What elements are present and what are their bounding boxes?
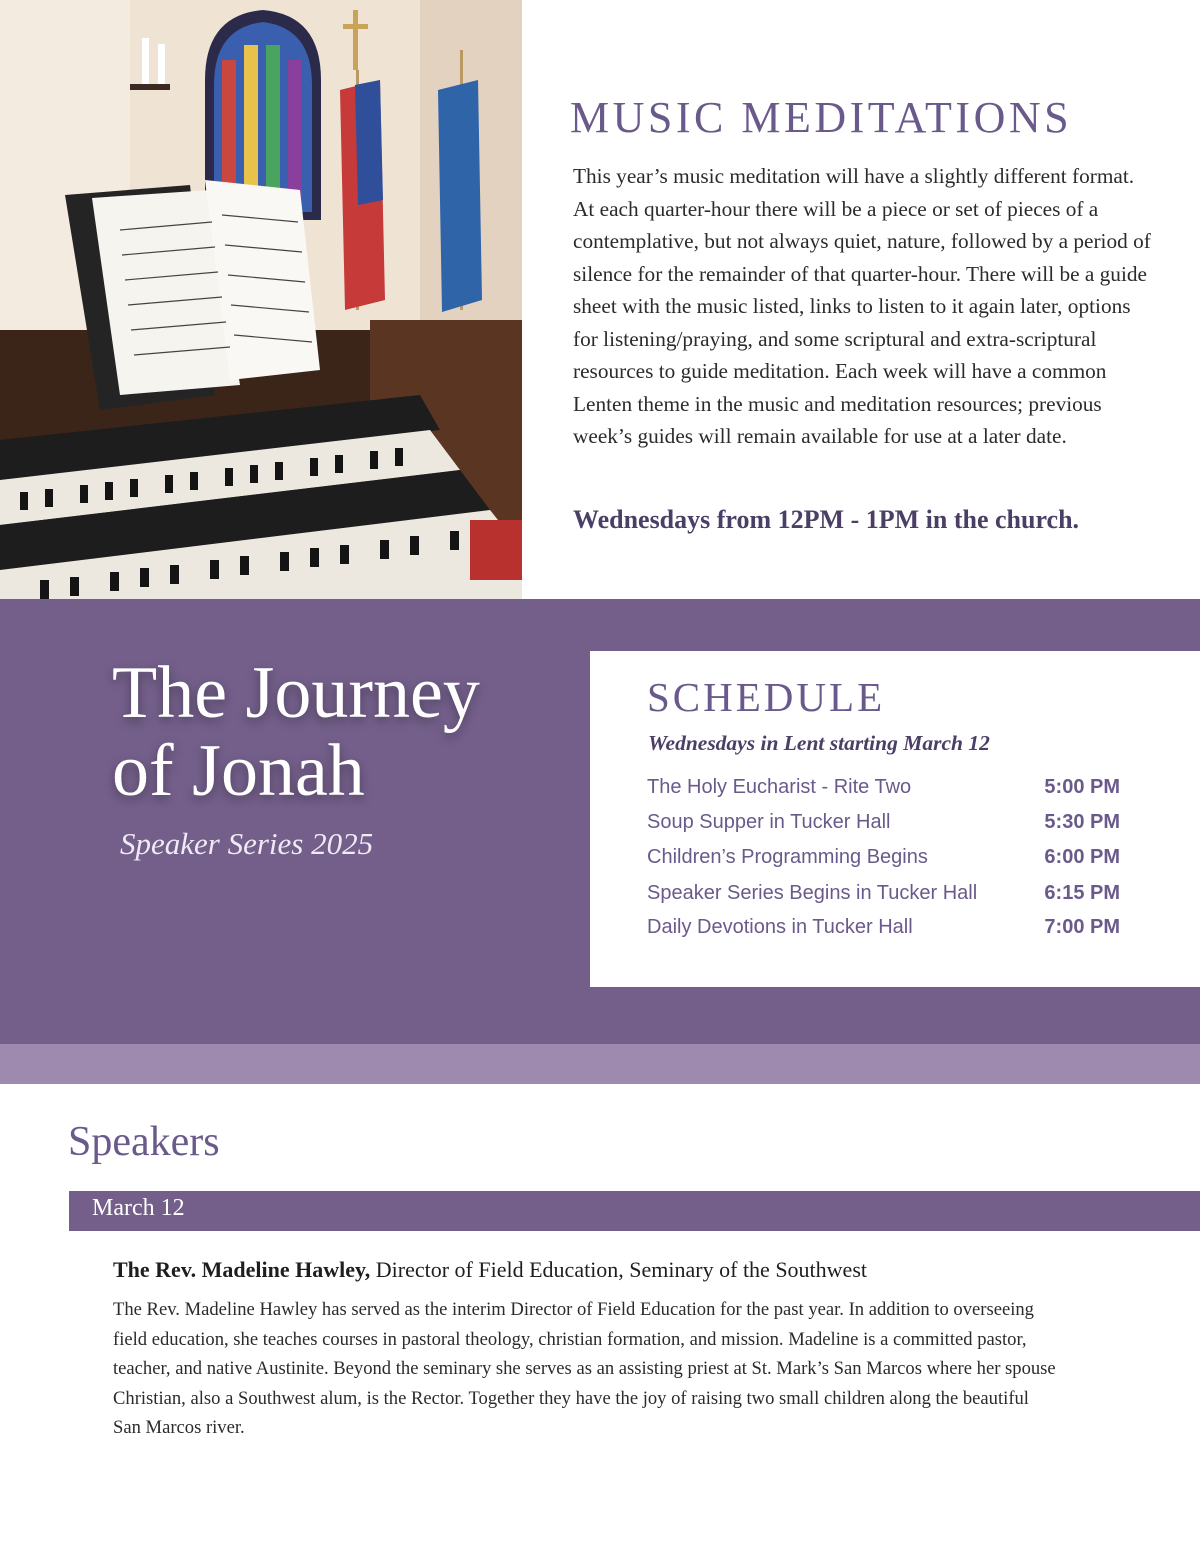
speaker-role: Director of Field Education, Seminary of the Southwest <box>370 1257 867 1282</box>
speaker-name: The Rev. Madeline Hawley, <box>113 1257 371 1282</box>
music-meditations-when: Wednesdays from 12PM - 1PM in the church. <box>573 505 1080 534</box>
jonah-title <box>112 654 480 810</box>
schedule-row <box>647 882 1130 912</box>
schedule-event: Daily Devotions in Tucker Hall <box>647 916 913 938</box>
speaker-date: March 12 <box>92 1195 185 1221</box>
jonah-title-line-1: The Journey <box>112 652 480 734</box>
schedule-event: Soup Supper in Tucker Hall <box>647 811 891 833</box>
music-meditations-body: This year’s music meditation will have a slightly different format. At each quarter-hour there will be a piece or set of pieces of a contemplative, but not always quiet, nature, followed by a period of silence for the remainder of that quarter-hour. There will be a guide sheet with the music listed, links to listen to it again later, options for listening/praying, and some scriptural and extra-scriptural resources to guide meditation. Each week will have a common Lenten theme in the music and meditation resources; previous week’s guides will remain available for use at a later date. <box>573 164 1151 448</box>
schedule-card <box>590 651 1200 987</box>
speaker-credit <box>113 1257 867 1283</box>
schedule-row <box>647 776 1130 806</box>
schedule-row <box>647 811 1130 841</box>
schedule-title: SCHEDULE <box>647 674 886 720</box>
schedule-event: The Holy Eucharist - Rite Two <box>647 776 912 798</box>
schedule-time: 5:30 PM <box>1044 811 1120 833</box>
speaker-bio: The Rev. Madeline Hawley has served as the interim Director of Field Education for the past year. In addition to overseeing field education, she teaches courses in pastoral theology, christian formation, and mission. Madeline is a committed pastor, teacher, and native Austinite. Beyond the seminary she serves as an assisting priest at St. Mark’s San Marcos where her spouse Christian, also a Southwest alum, is the Rector. Together they have the joy of raising two small children along the beautiful San Marcos river. <box>113 1299 1056 1438</box>
schedule-subtitle: Wednesdays in Lent starting March 12 <box>648 731 990 755</box>
organ-photo <box>0 0 522 599</box>
speaker-date-bar <box>69 1191 1200 1231</box>
speakers-heading: Speakers <box>68 1119 220 1165</box>
jonah-title-line-2: of Jonah <box>112 730 365 812</box>
schedule-row <box>647 846 1130 876</box>
schedule-event: Speaker Series Begins in Tucker Hall <box>647 882 978 904</box>
schedule-row <box>647 916 1130 946</box>
schedule-event: Children’s Programming Begins <box>647 846 928 868</box>
schedule-time: 6:00 PM <box>1044 846 1120 868</box>
band-accent-stripe <box>0 1044 1200 1084</box>
speaker-series-subtitle: Speaker Series 2025 <box>120 826 374 861</box>
music-meditations-title: MUSIC MEDITATIONS <box>570 93 1073 142</box>
schedule-time: 7:00 PM <box>1044 916 1120 938</box>
organ-illustration <box>0 0 522 599</box>
schedule-time: 6:15 PM <box>1044 882 1120 904</box>
schedule-time: 5:00 PM <box>1044 776 1120 798</box>
